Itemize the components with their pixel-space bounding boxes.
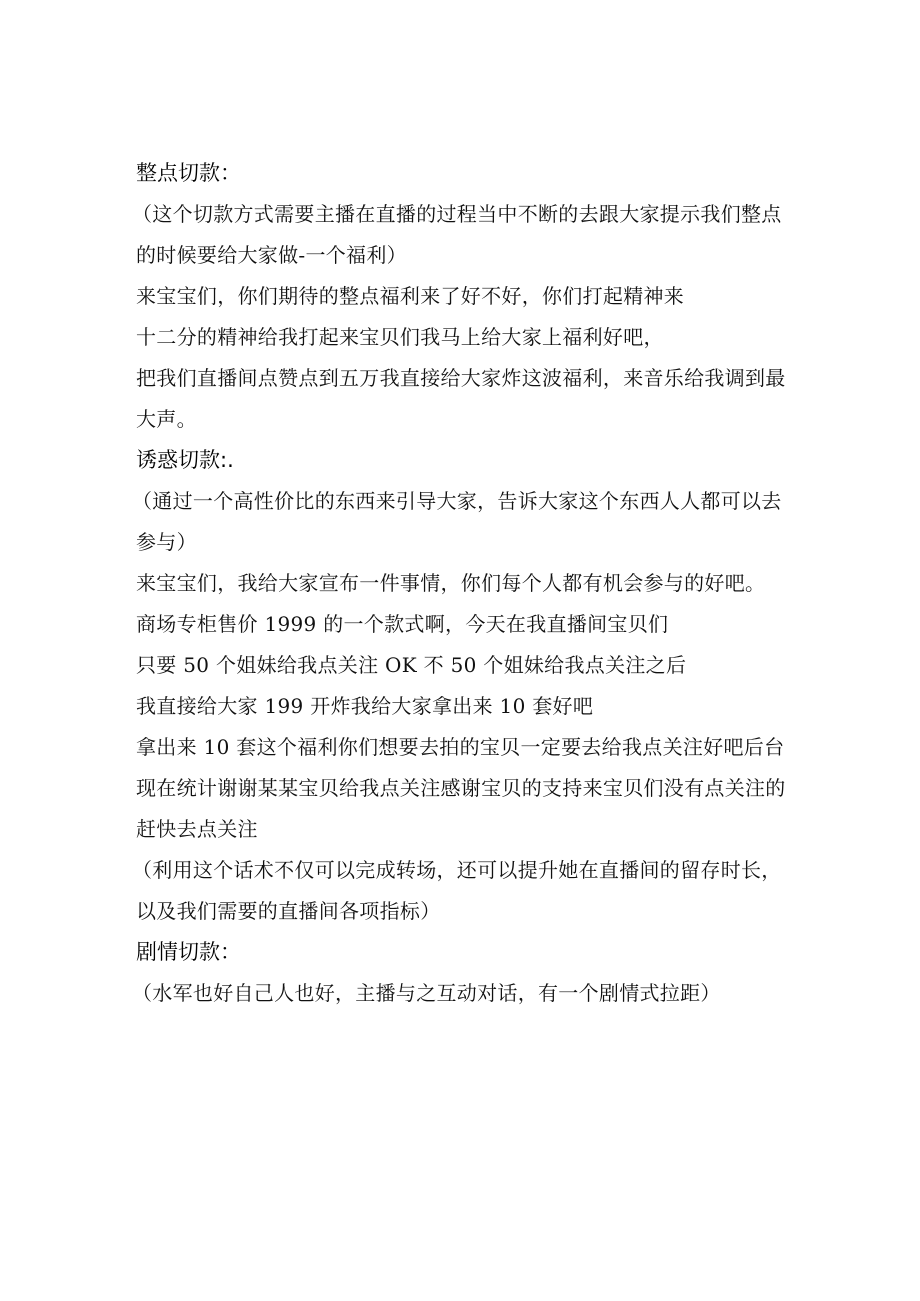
paragraph-line: （通过一个高性价比的东西来引导大家，告诉大家这个东西人人都可以去 xyxy=(132,489,782,513)
paragraph-line: 现在统计谢谢某某宝贝给我点关注感谢宝贝的支持来宝贝们没有点关注的 xyxy=(136,776,786,800)
paragraph-line: 商场专柜售价 1999 的一个款式啊，今天在我直播间宝贝们 xyxy=(136,612,669,636)
paragraph-line: （利用这个话术不仅可以完成转场，还可以提升她在直播间的留存时长， xyxy=(132,858,782,882)
paragraph-line: 赶快去点关注 xyxy=(136,817,258,841)
section-heading-temptation: 诱惑切款:. xyxy=(136,448,234,472)
paragraph-line: （这个切款方式需要主播在直播的过程当中不断的去跟大家提示我们整点 xyxy=(132,202,782,226)
paragraph-line: 来宝宝们，我给大家宣布一件事情，你们每个人都有机会参与的好吧。 xyxy=(136,571,766,595)
paragraph-line: 十二分的精神给我打起来宝贝们我马上给大家上福利好吧， xyxy=(136,325,664,349)
paragraph-line: 参与） xyxy=(136,530,197,554)
paragraph-line: 的时候要给大家做-一个福利） xyxy=(136,243,407,267)
paragraph-line: 以及我们需要的直播间各项指标） xyxy=(136,899,441,923)
document-content xyxy=(132,153,788,1014)
section-heading-hourly: 整点切款： xyxy=(136,161,241,185)
paragraph-line: 把我们直播间点赞点到五万我直接给大家炸这波福利，来音乐给我调到最 xyxy=(136,366,786,390)
paragraph-line: 大声。 xyxy=(136,407,197,431)
paragraph-line: （水军也好自己人也好，主播与之互动对话，有一个剧情式拉距） xyxy=(132,981,721,1005)
paragraph-line: 拿出来 10 套这个福利你们想要去拍的宝贝一定要去给我点关注好吧后台 xyxy=(136,735,785,759)
paragraph-line: 来宝宝们，你们期待的整点福利来了好不好，你们打起精神来 xyxy=(136,284,685,308)
section-heading-plot: 剧情切款： xyxy=(136,940,241,964)
paragraph-line: 只要 50 个姐妹给我点关注 OK 不 50 个姐妹给我点关注之后 xyxy=(136,653,687,677)
paragraph-line: 我直接给大家 199 开炸我给大家拿出来 10 套好吧 xyxy=(136,694,594,718)
